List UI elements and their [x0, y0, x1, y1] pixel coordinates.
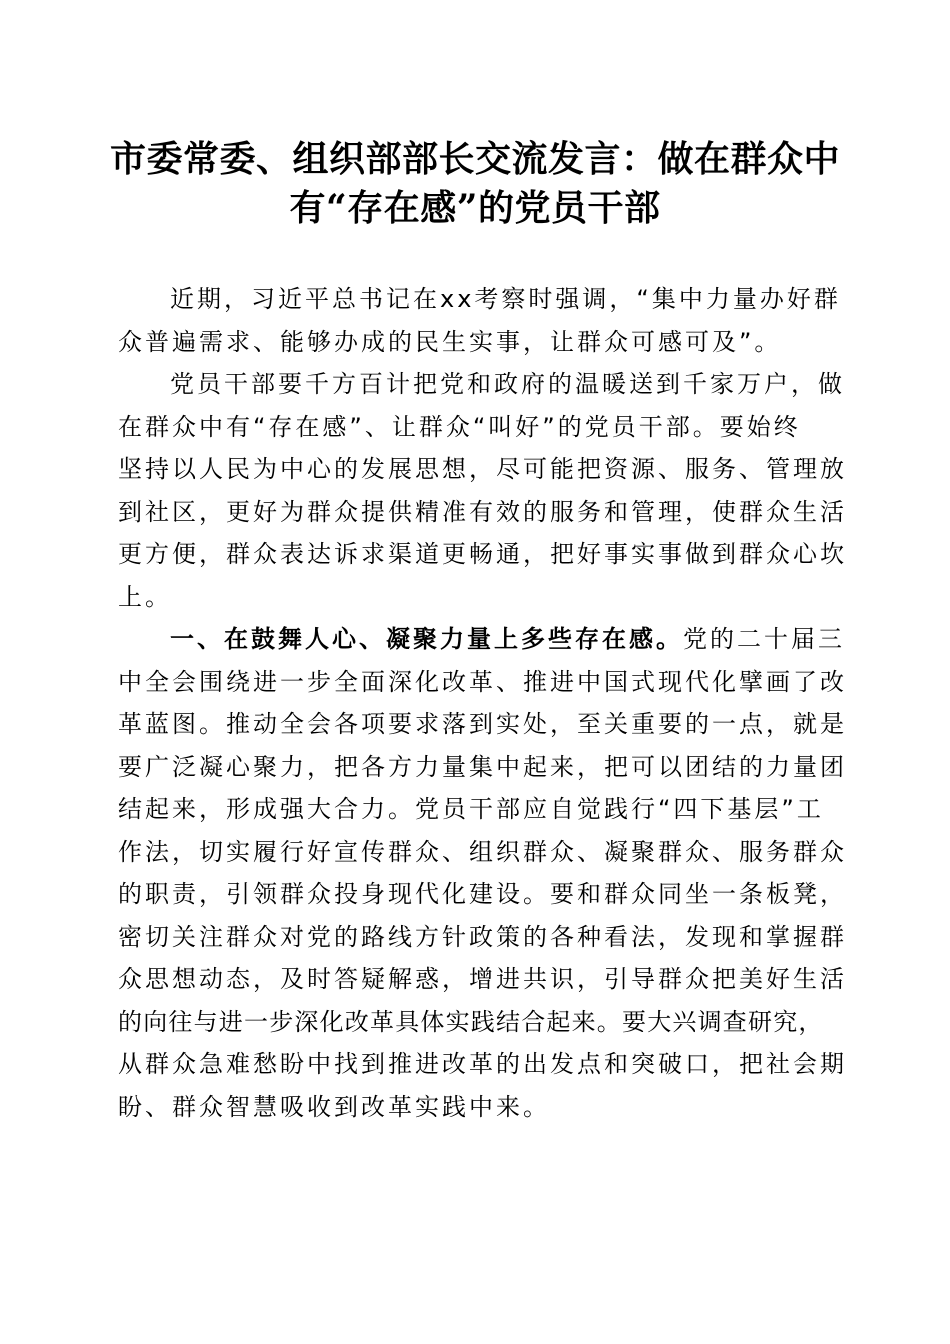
paragraph-3-line-6: 作法，切实履行好宣传群众、组织群众、凝聚群众、服务群众	[118, 837, 847, 866]
paragraph-2-line-3: 坚持以人民为中心的发展思想，尽可能把资源、服务、管理放	[118, 455, 847, 483]
paragraph-3	[118, 618, 847, 1128]
document-title	[100, 135, 850, 233]
paragraph-1-line-1: 近期，习近平总书记在xx考察时强调，“集中力量办好群	[170, 285, 841, 313]
paragraph-3-line-9: 众思想动态，及时答疑解惑，增进共识，引导群众把美好生活	[118, 965, 847, 993]
paragraph-2-line-2: 在群众中有“存在感”、让群众“叫好”的党员干部。要始终	[118, 412, 801, 441]
document-body	[118, 278, 847, 1128]
paragraph-3-line-3: 革蓝图。推动全会各项要求落到实处，至关重要的一点，就是	[118, 710, 847, 738]
paragraph-3-line-1-rest: 党的二十届三	[683, 625, 845, 653]
paragraph-2	[118, 363, 847, 618]
paragraph-2-line-5: 更方便，群众表达诉求渠道更畅通，把好事实事做到群众心坎	[118, 540, 847, 568]
paragraph-3-line-12: 盼、群众智慧吸收到改革实践中来。	[118, 1092, 550, 1121]
paragraph-3-line-8: 密切关注群众对党的路线方针政策的各种看法，发现和掌握群	[118, 922, 847, 951]
paragraph-1-line-2: 众普遍需求、能够办成的民生实事，让群众可感可及”。	[118, 327, 782, 356]
paragraph-3-line-10: 的向往与进一步深化改革具体实践结合起来。要大兴调查研究，	[118, 1007, 824, 1036]
paragraph-3-line-4: 要广泛凝心聚力，把各方力量集中起来，把可以团结的力量团	[118, 752, 847, 781]
title-line-1: 市委常委、组织部部长交流发言：做在群众中	[109, 138, 840, 180]
paragraph-3-line-1	[118, 618, 845, 661]
paragraph-3-line-5: 结起来，形成强大合力。党员干部应自觉践行“四下基层”工	[118, 795, 824, 823]
paragraph-2-line-6: 上。	[118, 582, 172, 611]
paragraph-2-line-4: 到社区，更好为群众提供精准有效的服务和管理，使群众生活	[118, 497, 847, 526]
paragraph-3-line-7: 的职责，引领群众投身现代化建设。要和群众同坐一条板凳，	[118, 880, 847, 908]
title-line-2: 有“存在感”的党员干部	[289, 187, 661, 229]
section-heading-1: 一、在鼓舞人心、凝聚力量上多些存在感。	[170, 625, 683, 653]
paragraph-1	[118, 278, 841, 363]
paragraph-3-line-2: 中全会围绕进一步全面深化改革、推进中国式现代化擘画了改	[118, 667, 847, 696]
paragraph-3-line-11: 从群众急难愁盼中找到推进改革的出发点和突破口，把社会期	[118, 1050, 847, 1078]
paragraph-2-line-1: 党员干部要千方百计把党和政府的温暖送到千家万户，做	[170, 370, 845, 398]
